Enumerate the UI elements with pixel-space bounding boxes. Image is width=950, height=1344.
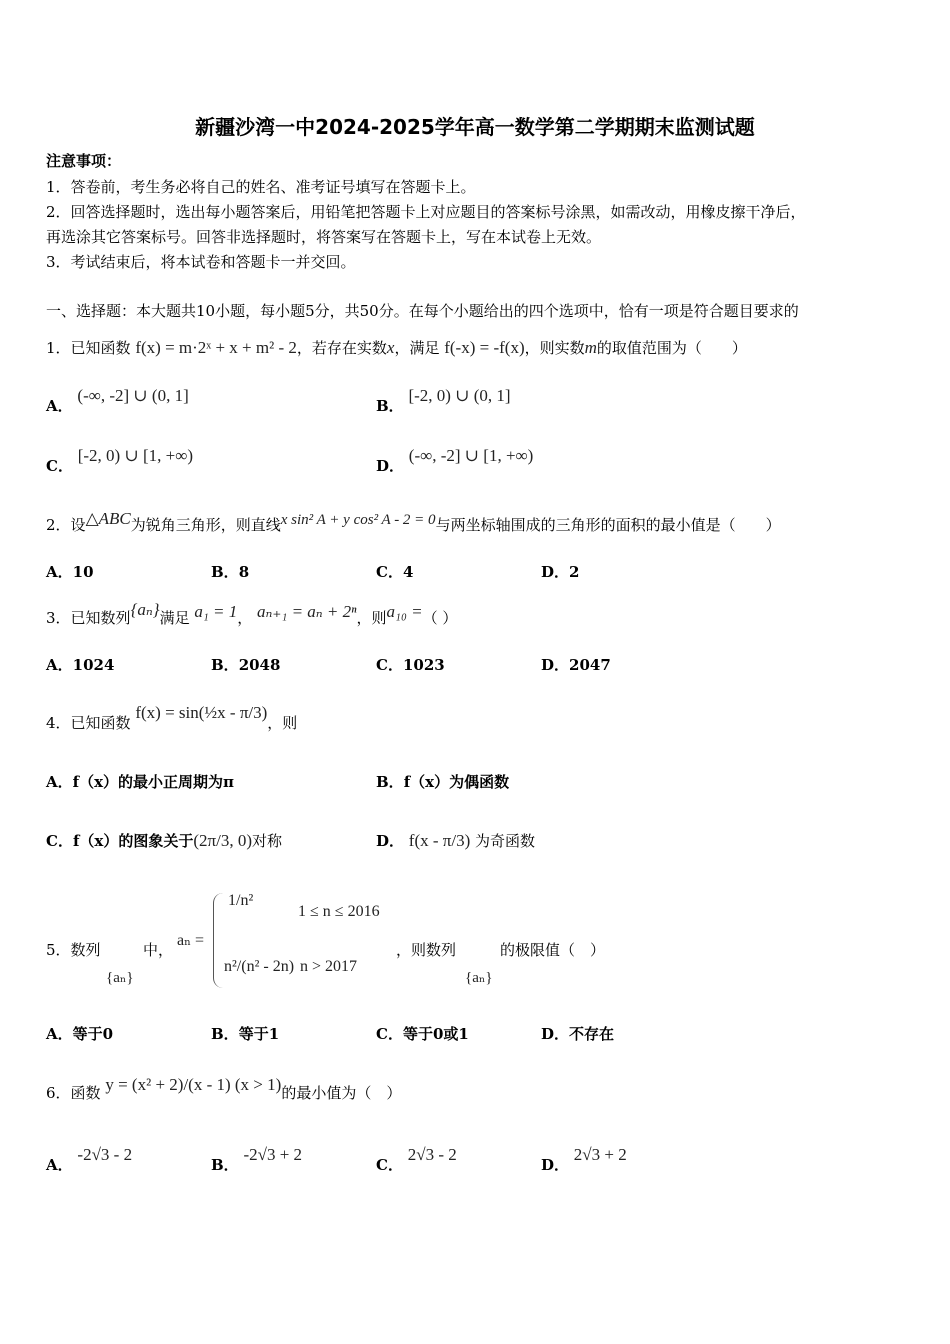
option-c[interactable]: C． 2√3 - 2	[376, 1145, 457, 1174]
option-d[interactable]: D． 2√3 + 2	[541, 1145, 627, 1174]
section-heading: 一、选择题：本大题共10小题，每小题5分，共50分。在每个小题给出的四个选项中，恰有一项是符合题目要求的	[46, 302, 799, 320]
option-b[interactable]: B．8	[211, 563, 250, 581]
option-a[interactable]: A． (-∞, -2] ∪ (0, 1]	[46, 386, 189, 415]
note-item: 再选涂其它答案标号。回答非选择题时，将答案写在答题卡上，写在本试卷上无效。	[46, 228, 602, 246]
option-a[interactable]: A．等于0	[46, 1025, 114, 1043]
option-c[interactable]: C．4	[376, 563, 414, 581]
option-d[interactable]: D． f(x - π/3) 为奇函数	[376, 831, 536, 850]
option-c[interactable]: C．1023	[376, 656, 445, 674]
option-c[interactable]: C．f（x）的图象关于(2π/3, 0)对称	[46, 831, 283, 850]
question-number: 1．	[46, 339, 71, 357]
option-b[interactable]: B． -2√3 + 2	[211, 1145, 303, 1174]
note-item: 3．考试结束后，将本试卷和答题卡一并交回。	[46, 253, 356, 271]
question-5: 5．数列	[46, 941, 101, 959]
option-b[interactable]: B．2048	[211, 656, 281, 674]
note-item: 1．答卷前，考生务必将自己的姓名、准考证号填写在答题卡上。	[46, 178, 476, 196]
math-sequence: {aₙ}	[106, 970, 134, 986]
page-title: 新疆沙湾一中2024-2025学年高一数学第二学期期末监测试题	[195, 115, 755, 139]
option-a[interactable]: A． -2√3 - 2	[46, 1145, 133, 1174]
notes-heading: 注意事项：	[46, 152, 122, 170]
note-item: 2．回答选择题时，选出每小题答案后，用铅笔把答题卡上对应题目的答案标号涂黑，如需改动，用橡皮擦干净后，	[46, 203, 806, 221]
math-condition: f(-x) = -f(x)	[444, 338, 525, 357]
option-b[interactable]: B．f（x）为偶函数	[376, 773, 510, 791]
math-function: f(x) = m·2ˣ + x + m² - 2	[135, 338, 297, 357]
option-d[interactable]: D．2047	[541, 656, 611, 674]
option-d[interactable]: D．2	[541, 563, 580, 581]
question-2: 2．设△ABC为锐角三角形，则直线x sin² A + y cos² A - 2 = 0与两坐标轴围成的三角形的面积的最小值是（ ）	[46, 509, 781, 534]
option-c[interactable]: C．等于0或1	[376, 1025, 469, 1043]
option-d[interactable]: D．不存在	[541, 1025, 615, 1043]
option-a[interactable]: A．1024	[46, 656, 115, 674]
question-4: 4．已知函数 f(x) = sin(½x - π/3)，则	[46, 703, 298, 732]
option-c[interactable]: C． [-2, 0) ∪ [1, +∞)	[46, 446, 193, 475]
math-function: y = (x² + 2)/(x - 1) (x > 1)	[105, 1075, 282, 1094]
option-a[interactable]: A．10	[46, 563, 94, 581]
option-a[interactable]: A．f（x）的最小正周期为π	[46, 773, 235, 791]
option-d[interactable]: D． (-∞, -2] ∪ [1, +∞)	[376, 446, 534, 475]
question-6: 6．函数 y = (x² + 2)/(x - 1) (x > 1)的最小值为（ ）	[46, 1075, 402, 1102]
piecewise-brace	[213, 893, 224, 988]
option-b[interactable]: B． [-2, 0) ∪ (0, 1]	[376, 386, 511, 415]
question-3: 3．已知数列{aₙ}满足 a₁ = 1， aₙ₊₁ = aₙ + 2ⁿ，则a₁₀ =（ ）	[46, 600, 458, 627]
option-b[interactable]: B．等于1	[211, 1025, 280, 1043]
math-function: f(x) = sin(½x - π/3)	[135, 703, 268, 722]
question-1: 1．已知函数 f(x) = m·2ˣ + x + m² - 2，若存在实数x，满足 f(-x) = -f(x)，则实数m的取值范围为（ ）	[46, 338, 747, 357]
